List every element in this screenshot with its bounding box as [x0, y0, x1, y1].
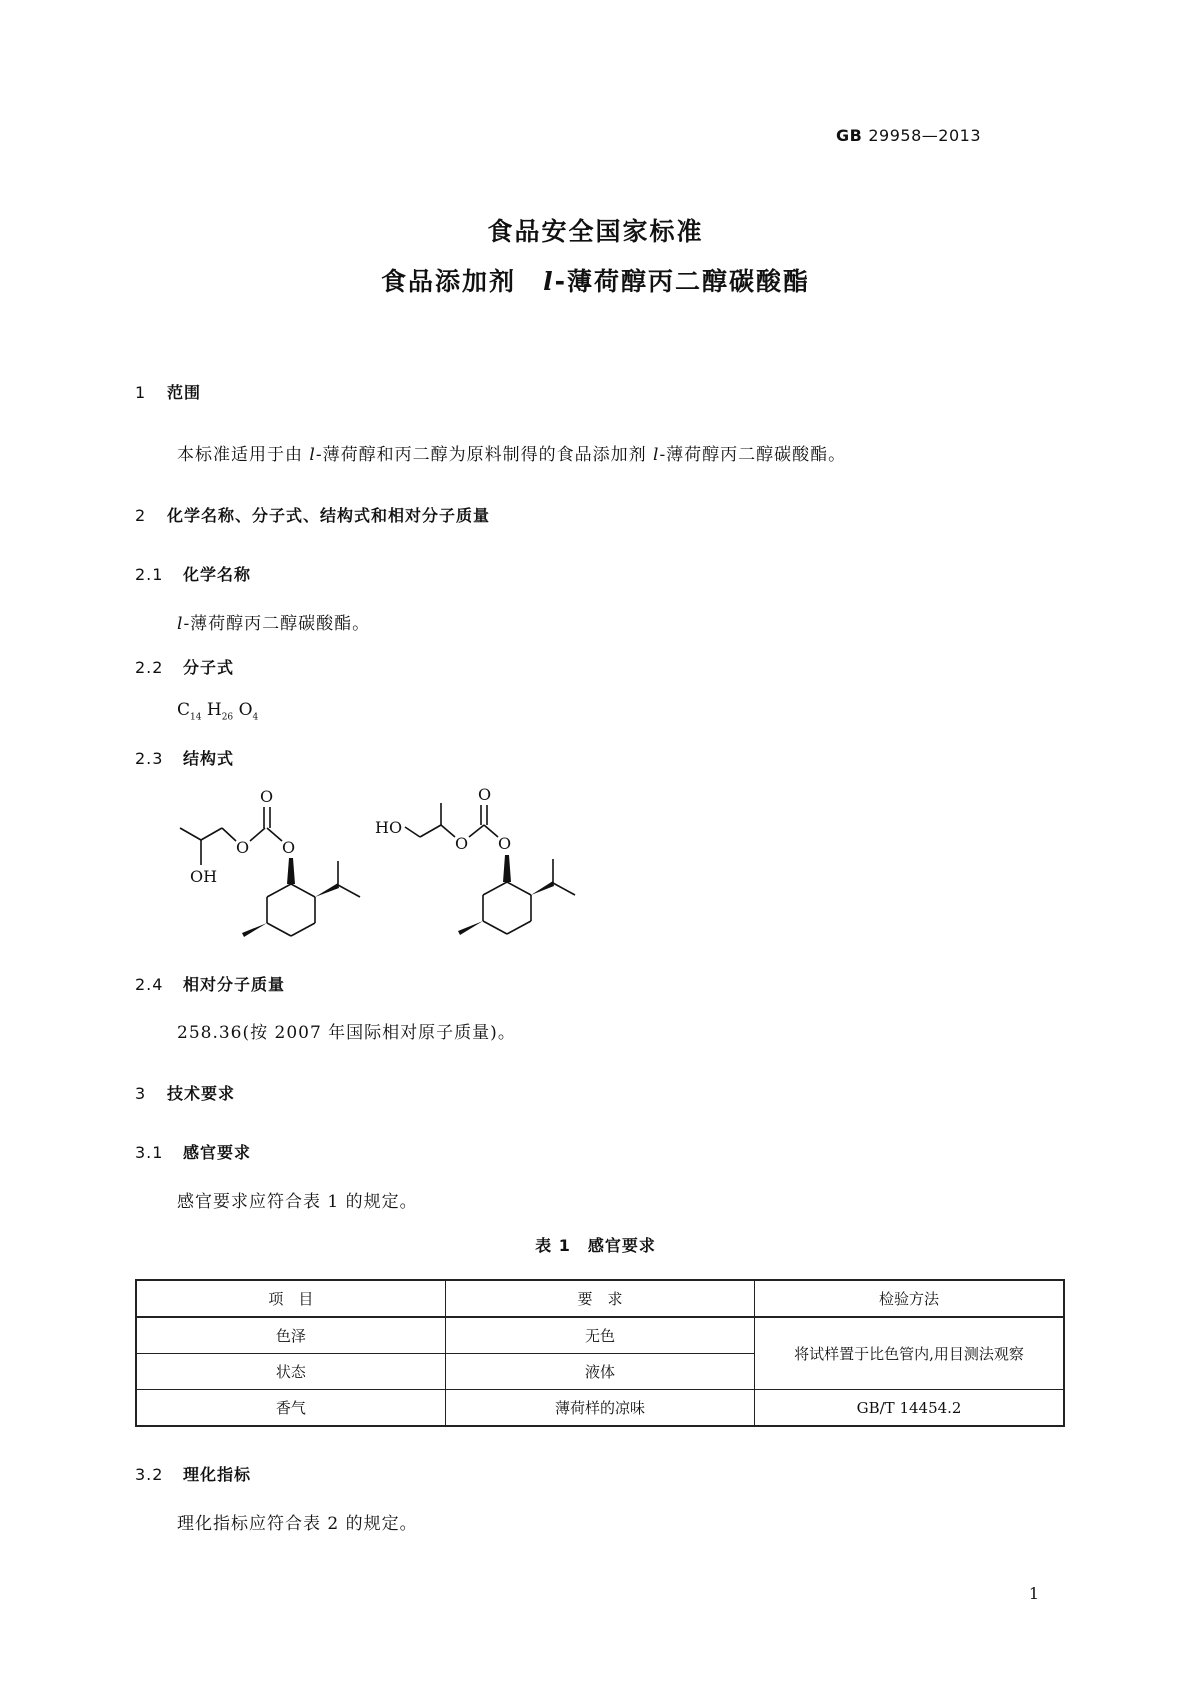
italic-l-1: l: [309, 445, 316, 465]
atom-o-carbonyl: O: [478, 785, 492, 804]
cell-method-merged: 将试样置于比色管内,用目测法观察: [755, 1317, 1064, 1390]
cell-requirement: 薄荷样的凉味: [445, 1390, 754, 1427]
table-1: [135, 1279, 1065, 1427]
table-1-caption: 表 1 感官要求: [535, 1236, 656, 1255]
structure-right: [375, 785, 575, 935]
title-line-2: [0, 262, 1191, 298]
wedge-bond: [503, 855, 511, 882]
wedge-bond: [287, 858, 295, 884]
section-3-1-heading: [135, 1140, 251, 1163]
text-b: -薄荷醇和丙二醇为原料制得的食品添加剂: [315, 445, 653, 465]
methyl-bond: [242, 923, 267, 937]
table-row: [136, 1317, 1064, 1354]
cell-item: 状态: [136, 1354, 445, 1390]
section-title: 感官要求: [183, 1143, 252, 1162]
formula-c-sub: 14: [190, 712, 202, 723]
section-2-2-heading: [135, 655, 234, 678]
section-title: 理化指标: [183, 1465, 252, 1484]
section-number: 2.4: [135, 975, 164, 994]
section-number: 3.1: [135, 1143, 164, 1162]
section-title: 结构式: [183, 749, 235, 768]
italic-l-2: l: [653, 445, 660, 465]
section-1-heading: [135, 380, 201, 403]
code-number: 29958—2013: [868, 126, 981, 145]
cell-method: GB/T 14454.2: [755, 1390, 1064, 1427]
title-rest: -薄荷醇丙二醇碳酸酯: [554, 267, 810, 296]
atom-oh: OH: [190, 867, 218, 886]
section-1-text: [177, 440, 846, 465]
page-number: 1: [1028, 1584, 1039, 1603]
section-title: 分子式: [183, 658, 235, 677]
standard-code: [836, 126, 981, 145]
molecular-formula: [177, 700, 258, 722]
structural-formula-diagram: [170, 785, 640, 945]
section-title: 技术要求: [167, 1084, 236, 1103]
chemical-name: -薄荷醇丙二醇碳酸酯。: [183, 614, 371, 634]
section-title: 相对分子质量: [183, 975, 286, 994]
section-title: 化学名称: [183, 565, 252, 584]
formula-o: O: [238, 700, 253, 720]
text-c: -薄荷醇丙二醇碳酸酯。: [659, 445, 847, 465]
section-2-4-heading: [135, 972, 285, 995]
hash-bond: [531, 881, 554, 895]
section-title: 化学名称、分子式、结构式和相对分子质量: [167, 506, 491, 525]
section-3-2-heading: [135, 1462, 251, 1485]
section-2-3-heading: [135, 746, 234, 769]
title-prefix: 食品添加剂: [381, 267, 517, 296]
text-a: 本标准适用于由: [177, 445, 310, 465]
atom-o-ring: O: [282, 838, 296, 857]
cell-item: 色泽: [136, 1317, 445, 1354]
table-header-row: [136, 1280, 1064, 1317]
title-italic-l: l: [543, 267, 555, 296]
cell-requirement: 无色: [445, 1317, 754, 1354]
section-2-1-text: [177, 609, 370, 634]
section-number: 2.1: [135, 565, 164, 584]
section-title: 范围: [167, 383, 202, 402]
section-3-heading: [135, 1081, 235, 1104]
hash-bond: [315, 883, 339, 897]
section-2-heading: [135, 503, 490, 526]
section-number: 2.2: [135, 658, 164, 677]
section-number: 2: [135, 506, 147, 525]
atom-o-ring: O: [498, 834, 512, 853]
section-3-1-text: 感官要求应符合表 1 的规定。: [177, 1192, 418, 1212]
header-method: 检验方法: [755, 1280, 1064, 1317]
molecular-weight-text: 258.36(按 2007 年国际相对原子质量)。: [177, 1023, 516, 1043]
header-requirement: 要 求: [445, 1280, 754, 1317]
section-number: 3.2: [135, 1465, 164, 1484]
section-3-2-text: 理化指标应符合表 2 的规定。: [177, 1514, 418, 1534]
formula-c: C: [177, 700, 191, 720]
structure-left: [180, 787, 360, 937]
atom-o-carbonyl: O: [260, 787, 274, 806]
atom-o-ester: O: [455, 834, 469, 853]
cell-item: 香气: [136, 1390, 445, 1427]
section-number: 2.3: [135, 749, 164, 768]
section-number: 3: [135, 1084, 147, 1103]
code-prefix: GB: [835, 126, 863, 145]
atom-ho: HO: [375, 818, 403, 837]
methyl-bond: [458, 921, 483, 935]
formula-h-sub: 26: [221, 712, 234, 723]
table-row: [136, 1390, 1064, 1427]
formula-h: H: [206, 700, 222, 720]
section-number: 1: [135, 383, 147, 402]
section-2-1-heading: [135, 562, 251, 585]
cell-requirement: 液体: [445, 1354, 754, 1390]
atom-o-ester: O: [236, 838, 250, 857]
title-line-1: 食品安全国家标准: [487, 217, 704, 246]
formula-o-sub: 4: [252, 712, 259, 723]
italic-l: l: [177, 614, 184, 634]
header-item: 项 目: [136, 1280, 445, 1317]
